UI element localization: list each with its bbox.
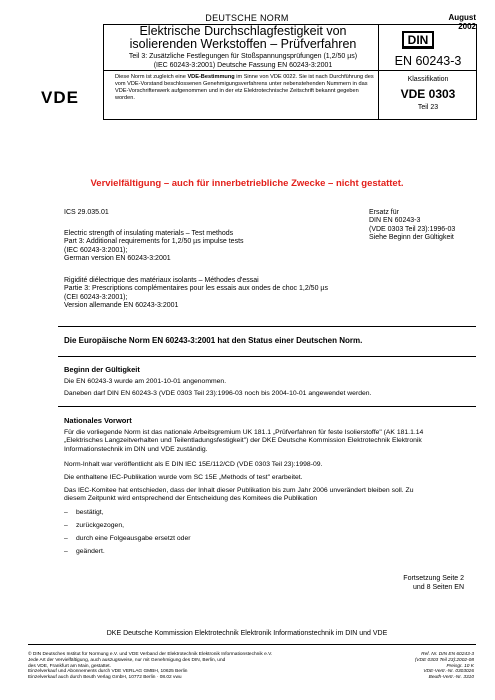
status-statement: Die Europäische Norm EN 60243-3:2001 hat den Status einer Deutschen Norm. <box>64 336 363 345</box>
din-logo: DIN <box>402 31 434 48</box>
vde-info-pre: Diese Norm ist zugleich eine <box>115 74 188 80</box>
din-number: EN 60243-3 <box>394 54 462 68</box>
dash-bullet: – <box>64 509 68 516</box>
ersatz-line-4: Siehe Beginn der Gültigkeit <box>369 234 454 242</box>
document-subtitle <box>108 52 378 70</box>
french-title-line-1: Rigidité diélectrique des matériaux isolants – Méthodes d'essai <box>64 277 259 284</box>
list-item <box>64 522 464 530</box>
list-item-text: durch eine Folgeausgabe ersetzt oder <box>76 535 191 542</box>
foreword-p1-line-1: Für die vorliegende Norm ist das nationale Arbeitsgremium UK 181.1 „Prüfverfahren für feste Isolierstoffe" (AK 181.1.14 <box>64 429 424 436</box>
classification-value: VDE 0303 <box>400 87 456 101</box>
foreword-p1-line-3: Informationstechnik im DIN und VDE zuständig. <box>64 445 208 453</box>
footer-right-line-5: Beuth-Vertr.-Nr. 3310 <box>428 675 474 681</box>
footer-left-line-2: Jede Art der Vervielfältigung, auch auszugsweise, nur mit Genehmigung des DIN, Berlin, und <box>28 657 226 663</box>
validity-line-2: Daneben darf DIN EN 60243-3 (VDE 0303 Teil 23):1996-03 noch bis 2004-10-01 angewendet werden. <box>64 390 372 397</box>
classification-part: Teil 23 <box>417 104 439 111</box>
footer-left-line-3: des VDE, Frankfurt am Main, gestattet. <box>28 663 111 669</box>
list-item <box>64 535 464 543</box>
vde-info-text <box>115 74 377 102</box>
dash-bullet: – <box>64 535 68 542</box>
issue-date: August 2002 <box>448 13 476 31</box>
foreword-paragraph-4 <box>64 487 474 504</box>
french-title-line-4: Version allemande EN 60243-3:2001 <box>64 302 179 310</box>
french-title <box>64 277 364 311</box>
english-title <box>64 230 364 264</box>
vde-logo: VDE <box>41 88 79 107</box>
list-item <box>64 548 464 556</box>
vde-info-bold: VDE-Bestimmung <box>187 74 235 80</box>
footer-right-line-3: Preisgr. 10 K <box>446 663 474 669</box>
english-title-line-4: German version EN 60243-3:2001 <box>64 255 171 263</box>
replacement-note <box>369 209 479 243</box>
ersatz-line-3: (VDE 0303 Teil 23):1996-03 <box>369 225 456 233</box>
footer-copyright <box>28 652 358 681</box>
continuation-note <box>380 574 464 592</box>
foreword-p1-line-2: „Elektrisches Langzeitverhalten und Teilentladungsfestigkeit") der DKE Deutsche Kommission Elektrotechnik Elektronik <box>64 437 422 445</box>
footer-right-line-4: VDE-Vertr.-Nr. 0303026 <box>423 669 474 675</box>
foreword-paragraph-1 <box>64 429 474 454</box>
continuation-line-1: Fortsetzung Seite 2 <box>403 575 464 582</box>
english-title-line-2: Part 3: Additional requirements for 1,2/50 µs impulse tests <box>64 238 244 246</box>
document-title <box>108 25 378 51</box>
footer-left-line-5: Einzelverkauf auch durch Beuth Verlag GmbH, 10772 Berlin · 08.02 vwu <box>28 675 182 681</box>
divider-validity <box>58 406 476 407</box>
ersatz-line-1: Ersatz für <box>369 209 399 216</box>
english-title-line-3: (IEC 60243-3:2001); <box>64 246 128 254</box>
english-title-line-1: Electric strength of insulating materials – Test methods <box>64 230 234 237</box>
foreword-p4-line-1: Das IEC-Komitee hat entschieden, dass der Inhalt dieser Publikation bis zum Jahr 2006 unverändert bleiben soll. Zu <box>64 487 414 494</box>
french-title-line-2: Partie 3: Prescriptions complémentaires pour les essais aux ondes de choc 1,2/50 µs <box>64 285 328 293</box>
list-item-text: geändert. <box>76 548 105 555</box>
subtitle-line-1: Teil 3: Zusätzliche Festlegungen für Stoßspannungsprüfungen (1,2/50 µs) <box>128 53 358 60</box>
footer-left-line-1: © DIN Deutsches Institut für Normung e.V. und VDE Verband der Elektrotechnik Elektronik Informationstechnik e.V. <box>28 652 273 657</box>
norm-label: DEUTSCHE NORM <box>205 13 289 23</box>
ersatz-line-2: DIN EN 60243-3 <box>369 217 421 225</box>
validity-heading: Beginn der Gültigkeit <box>64 365 140 374</box>
vde-info-post: im Sinne von VDE 0022. Sie ist nach Durchführung des vom VDE-Vorstand beschlossenen Genehmigungsverfahrens unter nebenstehenden Nummern in das VDE-Vorschriftenwerk aufgenommen und in der etz Elektrotechnische Zeitschrift bekannt gegeben worden. <box>115 74 374 101</box>
footer-reference <box>360 652 474 681</box>
footer-right-line-1: Ref. Nr. DIN EN 60243-3 <box>421 652 474 657</box>
subtitle-line-2: (IEC 60243-3:2001) Deutsche Fassung EN 60243-3:2001 <box>153 62 333 69</box>
foreword-heading: Nationales Vorwort <box>64 416 132 425</box>
divider-status <box>58 356 476 357</box>
divider-footer <box>28 644 476 645</box>
din-logo-underline <box>402 47 434 49</box>
french-title-line-3: (CEI 60243-3:2001); <box>64 293 128 301</box>
dash-bullet: – <box>64 548 68 555</box>
title-line-2: isolierenden Werkstoffen – Prüfverfahren <box>129 37 357 51</box>
title-line-1: Elektrische Durchschlagfestigkeit von <box>139 24 347 38</box>
foreword-p4-line-2: diesem Zeitpunkt wird entsprechend der Entscheidung des Komitees die Publikation <box>64 495 318 503</box>
foreword-paragraph-2: Norm-Inhalt war veröffentlicht als E DIN IEC 15E/112/CD (VDE 0303 Teil 23):1998-09. <box>64 461 323 468</box>
list-item-text: bestätigt, <box>76 509 104 516</box>
copy-warning: Vervielfältigung – auch für innerbetriebliche Zwecke – nicht gestattet. <box>90 178 404 189</box>
dash-bullet: – <box>64 522 68 529</box>
footer-right-line-2: (VDE 0303 Teil 23):2002-08 <box>414 657 474 663</box>
ics-code: ICS 29.035.01 <box>64 209 109 216</box>
list-item-text: zurückgezogen, <box>76 522 124 529</box>
foreword-paragraph-3: Die enthaltene IEC-Publikation wurde vom SC 15E „Methods of test" erarbeitet. <box>64 474 303 481</box>
classification-label: Klassifikation <box>407 76 449 83</box>
continuation-line-2: und 8 Seiten EN <box>413 584 464 591</box>
list-item <box>64 509 464 517</box>
divider-top <box>58 326 476 327</box>
dke-line: DKE Deutsche Kommission Elektrotechnik Elektronik Informationstechnik im DIN und VDE <box>106 630 388 637</box>
footer-left-line-4: Einzelverkauf und Abonnements durch VDE VERLAG GMBH, 10625 Berlin <box>28 669 188 675</box>
validity-line-1: Die EN 60243-3 wurde am 2001-10-01 angenommen. <box>64 378 227 385</box>
